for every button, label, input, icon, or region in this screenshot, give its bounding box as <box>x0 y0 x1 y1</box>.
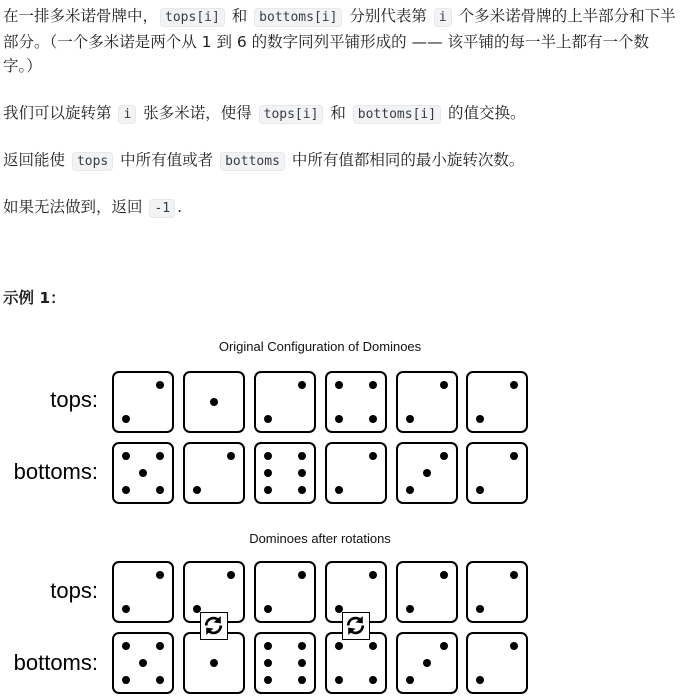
domino-bottom-5 <box>396 632 458 694</box>
pip <box>264 452 272 460</box>
description-paragraph-1 <box>3 4 679 78</box>
pip <box>406 415 414 423</box>
domino-top-1 <box>112 371 174 433</box>
domino-bottom-3 <box>254 442 316 504</box>
pip <box>156 486 164 494</box>
desc-text: 分别代表第 <box>344 7 432 25</box>
code-bottoms-i: bottoms[i] <box>254 8 342 27</box>
pip <box>335 381 343 389</box>
pip <box>139 469 147 477</box>
pip <box>156 642 164 650</box>
domino-top-6 <box>466 561 528 623</box>
example-heading: 示例 1： <box>3 289 66 307</box>
code-tops-i: tops[i] <box>259 105 324 124</box>
pip <box>369 452 377 460</box>
pip <box>440 642 448 650</box>
pip <box>510 571 518 579</box>
domino-bottom-3 <box>254 632 316 694</box>
domino-top-4 <box>325 371 387 433</box>
pip <box>406 486 414 494</box>
domino-top-5 <box>396 371 458 433</box>
pip <box>122 486 130 494</box>
pip <box>122 676 130 684</box>
desc-text: 和 <box>226 7 253 25</box>
bottoms-row-label: bottoms: <box>13 459 98 484</box>
bottoms-row-label: bottoms: <box>13 650 98 675</box>
pip <box>440 571 448 579</box>
pip <box>440 381 448 389</box>
pip <box>440 452 448 460</box>
pip <box>264 486 272 494</box>
pip <box>476 605 484 613</box>
pip <box>298 659 306 667</box>
pip <box>156 381 164 389</box>
desc-text: 中所有值都相同的最小旋转次数。 <box>286 151 525 169</box>
desc-text: 返回能使 <box>3 151 70 169</box>
pip <box>298 676 306 684</box>
description-paragraph-4 <box>3 195 679 221</box>
domino-bottom-6 <box>466 632 528 694</box>
pip <box>335 676 343 684</box>
pip <box>335 642 343 650</box>
pip <box>423 469 431 477</box>
pip <box>476 486 484 494</box>
pip <box>298 571 306 579</box>
pip <box>264 415 272 423</box>
desc-text: . <box>177 198 183 216</box>
desc-text: 中所有值或者 <box>115 151 219 169</box>
desc-text: 在一排多米诺骨牌中， <box>3 7 159 25</box>
figure-title: Dominoes after rotations <box>249 531 391 546</box>
pip <box>423 659 431 667</box>
pip <box>369 642 377 650</box>
domino-bottom-1 <box>112 442 174 504</box>
pip <box>193 486 201 494</box>
description-paragraph-2 <box>3 101 679 127</box>
tops-row-label: tops: <box>50 387 98 412</box>
pip <box>227 452 235 460</box>
pip <box>369 676 377 684</box>
tops-row-label: tops: <box>50 578 98 603</box>
pip <box>264 642 272 650</box>
pip <box>510 642 518 650</box>
domino-bottom-4 <box>325 632 387 694</box>
domino-bottom-5 <box>396 442 458 504</box>
code-i: i <box>118 105 136 124</box>
domino-bottom-1 <box>112 632 174 694</box>
desc-text: 张多米诺，使得 <box>138 104 257 122</box>
pip <box>264 605 272 613</box>
domino-bottom-4 <box>325 442 387 504</box>
figure-title: Original Configuration of Dominoes <box>218 339 422 354</box>
rotate-icon <box>342 612 370 640</box>
code-i: i <box>434 8 452 27</box>
pip <box>298 486 306 494</box>
code-bottoms-i: bottoms[i] <box>353 105 441 124</box>
code-tops-i: tops[i] <box>160 8 225 27</box>
description-paragraph-3 <box>3 148 679 174</box>
pip <box>122 642 130 650</box>
pip <box>122 452 130 460</box>
code-bottoms: bottoms <box>220 152 285 171</box>
desc-text: 如果无法做到，返回 <box>3 198 148 216</box>
pip <box>210 659 218 667</box>
code-tops: tops <box>72 152 113 171</box>
domino-top-6 <box>466 371 528 433</box>
pip <box>156 571 164 579</box>
pip <box>476 415 484 423</box>
pip <box>156 676 164 684</box>
domino-bottom-2 <box>183 442 245 504</box>
desc-text: 我们可以旋转第 <box>3 104 117 122</box>
domino-top-2 <box>183 371 245 433</box>
domino-bottom-2 <box>183 632 245 694</box>
pip <box>298 381 306 389</box>
pip <box>298 642 306 650</box>
pip <box>369 571 377 579</box>
pip <box>298 469 306 477</box>
desc-text: 的值交换。 <box>443 104 526 122</box>
pip <box>156 452 164 460</box>
pip <box>406 605 414 613</box>
domino-top-3 <box>254 561 316 623</box>
pip <box>369 415 377 423</box>
pip <box>369 381 377 389</box>
pip <box>335 486 343 494</box>
pip <box>264 469 272 477</box>
pip <box>298 452 306 460</box>
desc-text: 个多米诺骨牌的上半部分和下半部分。（一个多米诺是两个从 1 到 6 的数字同列平铺形成的 —— 该平铺的每一半上都有一个数字。） <box>3 7 676 75</box>
rotate-icon <box>200 612 228 640</box>
pip <box>264 676 272 684</box>
pip <box>122 415 130 423</box>
domino-top-1 <box>112 561 174 623</box>
pip <box>510 381 518 389</box>
domino-top-5 <box>396 561 458 623</box>
pip <box>264 659 272 667</box>
pip <box>139 659 147 667</box>
pip <box>335 415 343 423</box>
pip <box>227 571 235 579</box>
pip <box>406 676 414 684</box>
domino-bottom-6 <box>466 442 528 504</box>
pip <box>510 452 518 460</box>
pip <box>476 676 484 684</box>
domino-top-3 <box>254 371 316 433</box>
pip <box>122 605 130 613</box>
code-minus-one: -1 <box>149 199 175 218</box>
pip <box>210 398 218 406</box>
desc-text: 和 <box>325 104 351 122</box>
